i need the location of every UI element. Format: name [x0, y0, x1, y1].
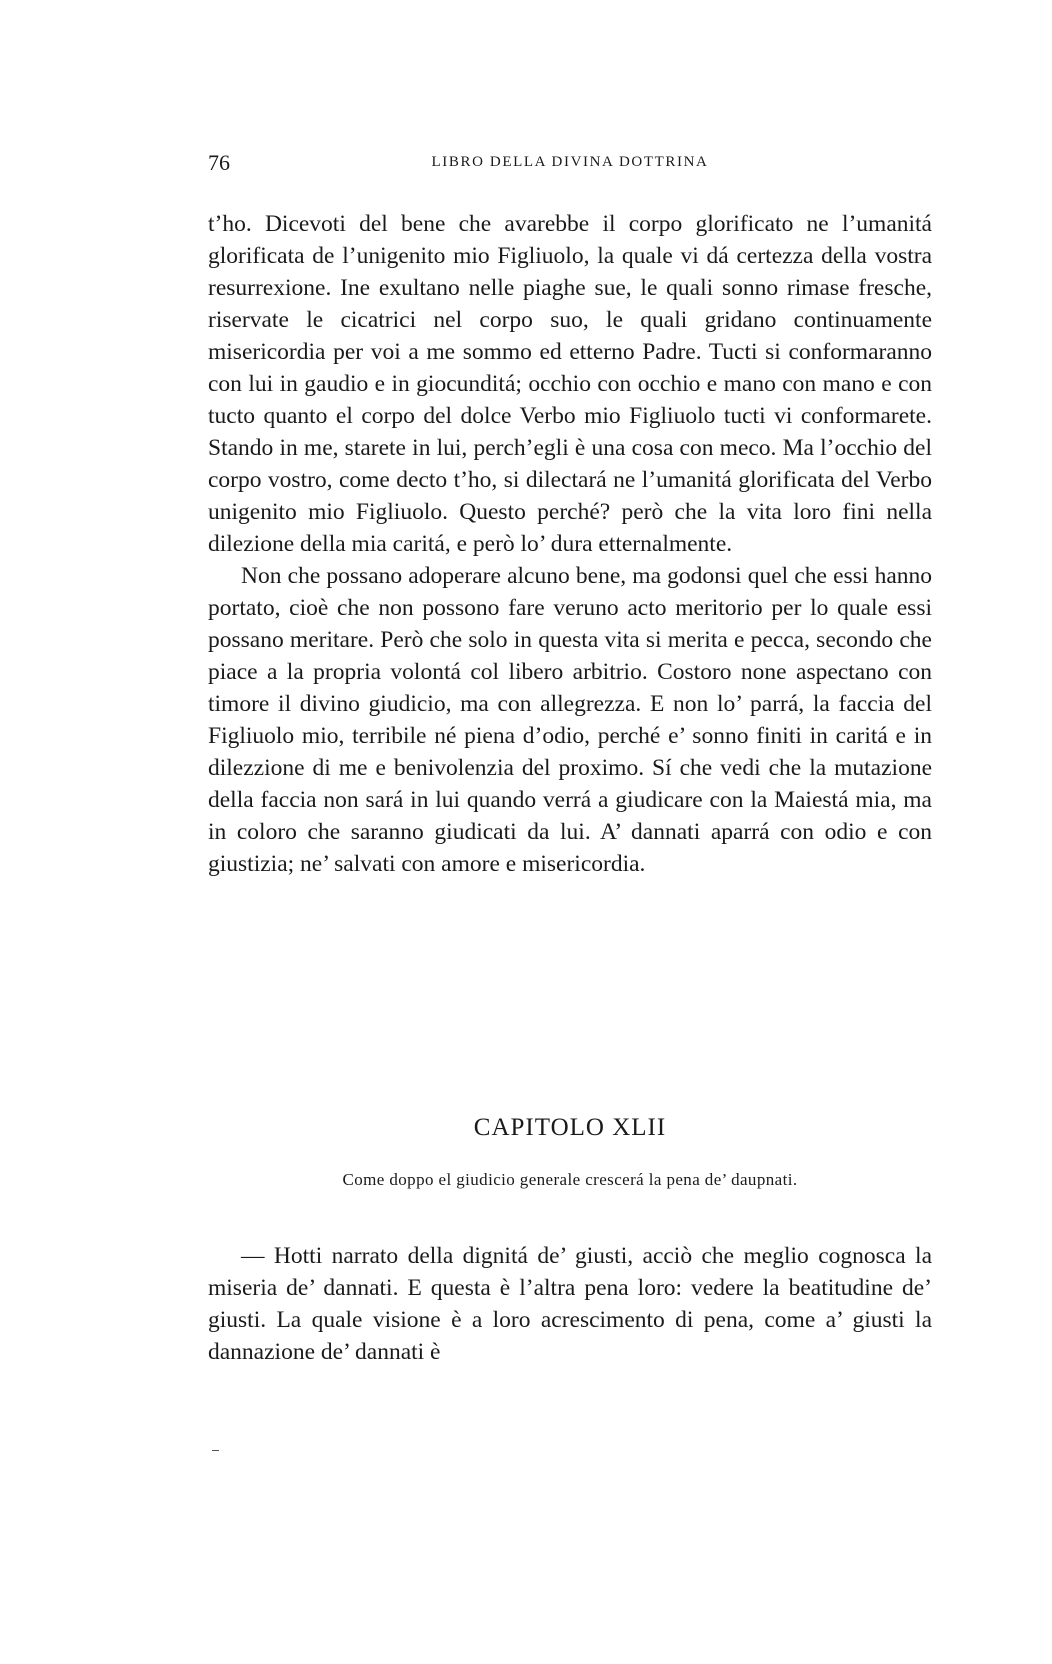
text-block-top — [208, 208, 932, 880]
book-title: LIBRO DELLA DIVINA DOTTRINA — [431, 154, 709, 170]
chapter-title: CAPITOLO XLII — [473, 1114, 667, 1141]
text-block-bottom — [208, 1240, 932, 1368]
paragraph: t’ho. Dicevoti del bene che avarebbe il corpo glorificato ne l’umanitá glorificata de l’unigenito mio Figliuolo, la quale vi dá certezza della vostra resurrexione. Ine exultano nelle piaghe sue, le quali sonno rimase fresche, riservate le cicatrici nel corpo suo, le quali gridano continuamente misericordia per voi a me sommo ed etterno Padre. Tucti si conformaranno con lui in gaudio e in giocunditá; occhio con occhio e mano con mano e con tucto quanto el corpo del dolce Verbo mio Figliuolo tucti vi conformarete. Stando in me, starete in lui, perch’egli è una cosa con meco. Ma l’occhio del corpo vostro, come decto t’ho, si dilectará ne l’umanitá glorificata del Verbo unigenito mio Figliuolo. Questo perché? però che la vita loro fini nella dilezione della mia caritá, e però lo’ dura etternalmente. — [208, 211, 932, 557]
running-head — [208, 150, 932, 180]
chapter-subtitle: Come doppo el giudicio generale crescerá la pena de’ daupnati. — [342, 1170, 798, 1189]
paragraph: — Hotti narrato della dignitá de’ giusti, acciò che meglio cognosca la miseria de’ dannati. E questa è l’altra pena loro: vedere la beatitudine de’ giusti. La quale visione è a loro acrescimento di pena, come a’ giusti la dannazione de’ dannati è — [208, 1243, 932, 1365]
page-number: 76 — [208, 150, 230, 175]
paragraph: Non che possano adoperare alcuno bene, ma godonsi quel che essi hanno portato, cioè che non possono fare veruno acto meritorio per lo quale essi possano meritare. Però che solo in questa vita si merita e pecca, secondo che piace a la propria volontá col libero arbitrio. Costoro none aspectano con timore il divino giudicio, ma con allegrezza. E non lo’ parrá, la faccia del Figliuolo mio, terribile né piena d’odio, perché e’ sonno finiti in caritá e in dilezzione di me e benivolenzia del proximo. Sí che vedi che la mutazione della faccia non sará in lui quando verrá a giudicare con la Maiestá mia, ma in coloro che saranno giudicati da lui. A’ dannati aparrá con odio e con giustizia; ne’ salvati con amore e misericordia. — [208, 563, 932, 877]
stray-mark — [212, 1450, 219, 1451]
